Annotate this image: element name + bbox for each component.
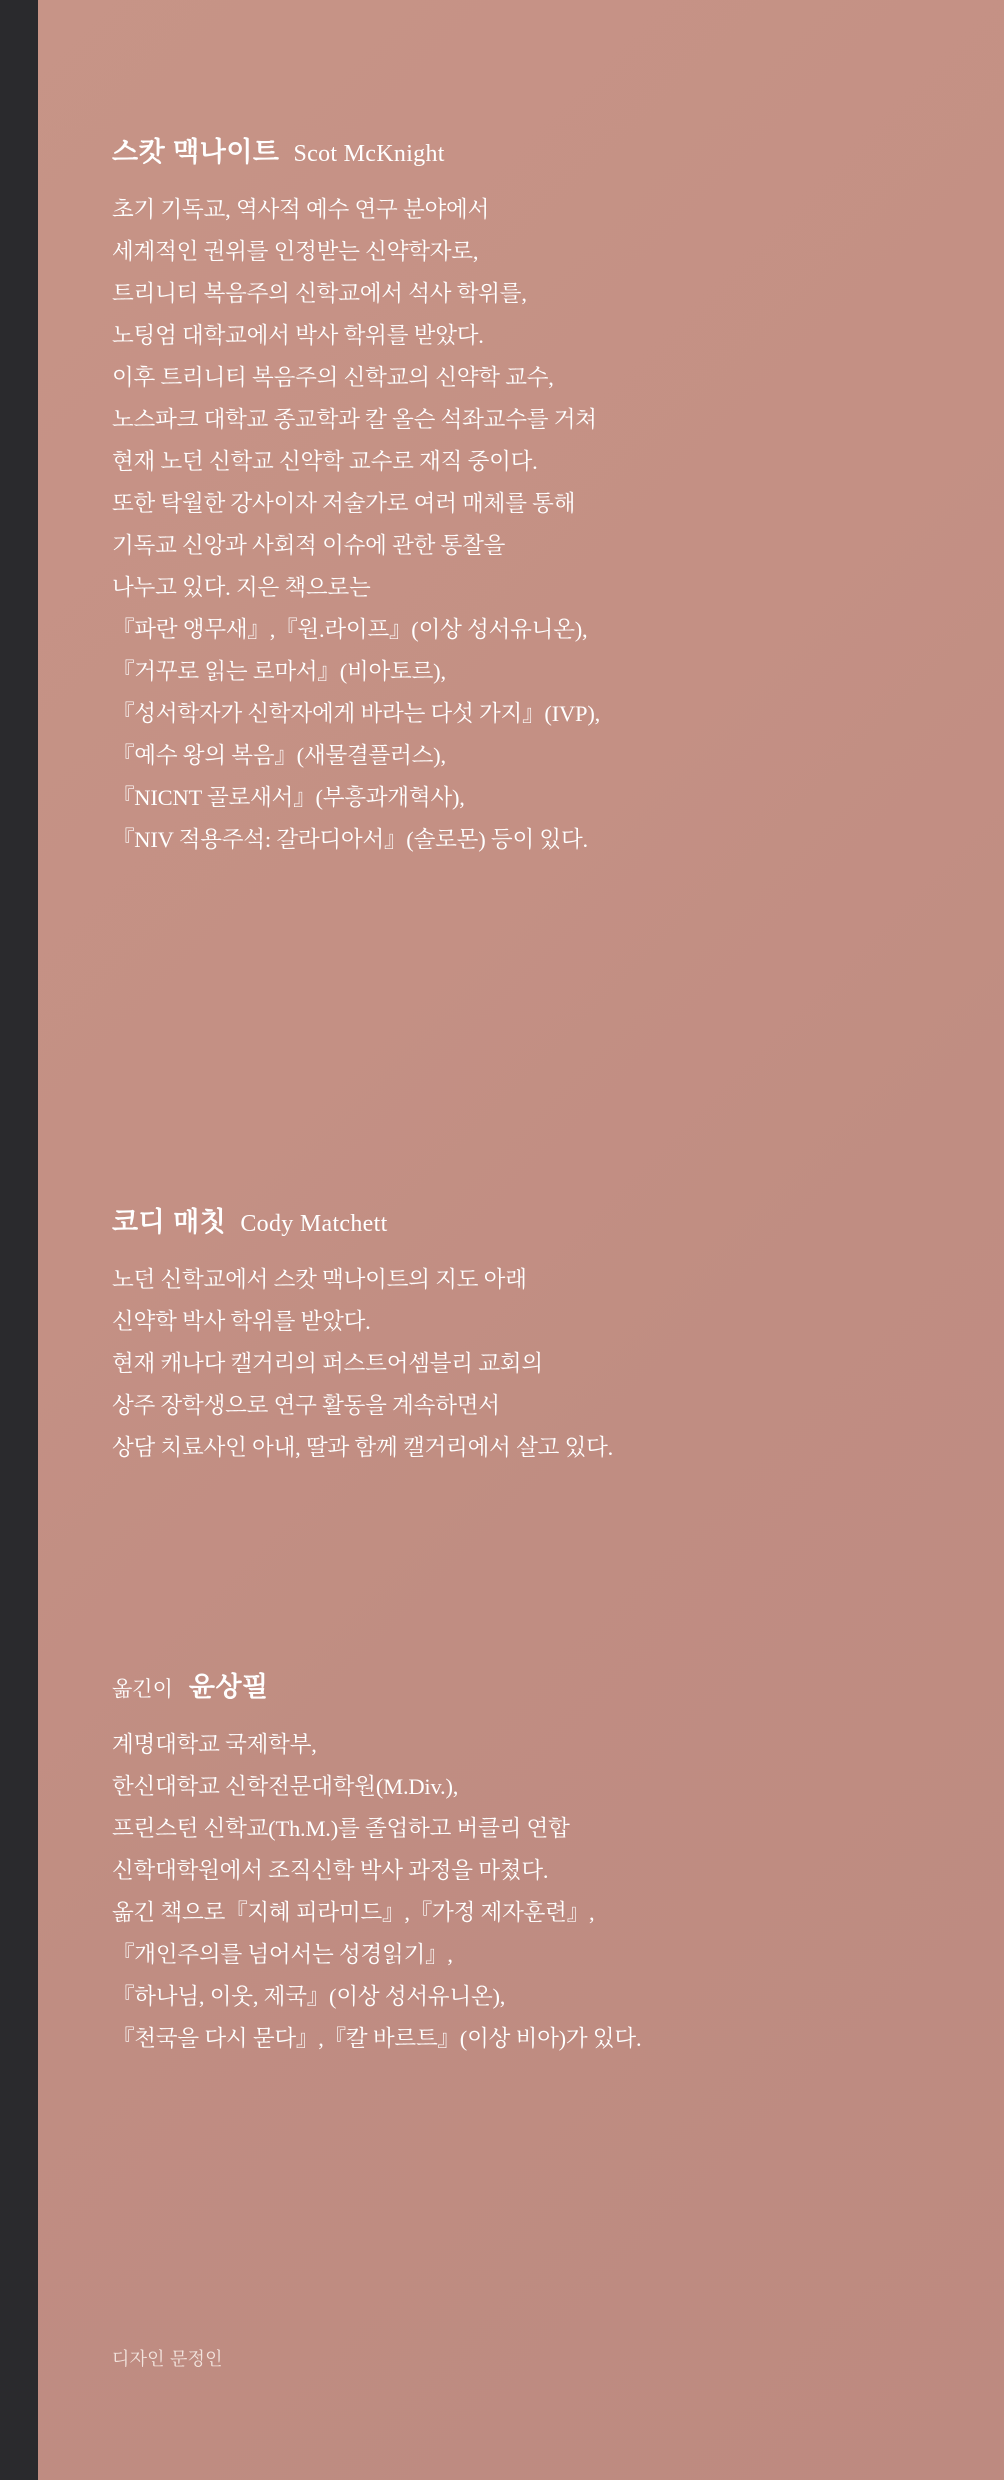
bio-line: 노던 신학교에서 스캇 맥나이트의 지도 아래 [112, 1267, 527, 1292]
translator-block [112, 1665, 641, 2062]
bio-line: 옮긴 책으로『지혜 피라미드』,『가정 제자훈련』, [112, 1900, 595, 1925]
bio-line: 『파란 앵무새』,『원.라이프』(이상 성서유니온), [112, 617, 588, 642]
bio-line: 『NICNT 골로새서』(부흥과개혁사), [112, 785, 465, 810]
bio-line: 현재 노던 신학교 신약학 교수로 재직 중이다. [112, 449, 538, 474]
bio-line: 상담 치료사인 아내, 딸과 함께 캘거리에서 살고 있다. [112, 1435, 614, 1460]
bio-line: 기독교 신앙과 사회적 이슈에 관한 통찰을 [112, 533, 506, 558]
cover-content [112, 0, 912, 2480]
translator-name-heading [112, 1665, 641, 1704]
bio-line: 노스파크 대학교 종교학과 칼 올슨 석좌교수를 거쳐 [112, 407, 597, 432]
translator-label: 옮긴이 [112, 1678, 173, 1701]
bio-line: 『NIV 적용주석: 갈라디아서』(솔로몬) 등이 있다. [112, 827, 588, 852]
author-name-heading-scot [112, 130, 600, 169]
bio-line: 상주 장학생으로 연구 활동을 계속하면서 [112, 1393, 500, 1418]
bio-line: 『예수 왕의 복음』(새물결플러스), [112, 743, 446, 768]
author-name-korean-cody: 코디 매칫 [112, 1207, 227, 1237]
bio-line: 노팅엄 대학교에서 박사 학위를 받았다. [112, 323, 484, 348]
translator-name: 윤상필 [188, 1672, 269, 1702]
author-block-scot-mcknight [112, 130, 600, 863]
bio-line: 계명대학교 국제학부, [112, 1732, 317, 1757]
author-block-cody-matchett [112, 1200, 613, 1471]
author-name-korean-scot: 스캇 맥나이트 [112, 137, 280, 167]
bio-line: 『거꾸로 읽는 로마서』(비아토르), [112, 659, 446, 684]
bio-line: 나누고 있다. 지은 책으로는 [112, 575, 371, 600]
bio-line: 『하나님, 이웃, 제국』(이상 성서유니온), [112, 1984, 506, 2009]
author-bio-scot [112, 191, 600, 859]
bio-line: 『성서학자가 신학자에게 바라는 다섯 가지』(IVP), [112, 701, 601, 726]
author-name-english-scot: Scot McKnight [293, 141, 445, 167]
translator-bio [112, 1726, 641, 2058]
designer-credit: 디자인 문정인 [112, 2349, 223, 2369]
bio-line: 세계적인 권위를 인정받는 신약학자로, [112, 239, 479, 264]
bio-line: 『개인주의를 넘어서는 성경읽기』, [112, 1942, 453, 1967]
bio-line: 한신대학교 신학전문대학원(M.Div.), [112, 1774, 459, 1799]
author-name-english-cody: Cody Matchett [240, 1211, 388, 1237]
bio-line: 현재 캐나다 캘거리의 퍼스트어셈블리 교회의 [112, 1351, 543, 1376]
designer-credit-block [112, 2345, 223, 2371]
book-spine [0, 0, 38, 2480]
author-name-heading-cody [112, 1200, 613, 1239]
bio-line: 신약학 박사 학위를 받았다. [112, 1309, 371, 1334]
bio-line: 초기 기독교, 역사적 예수 연구 분야에서 [112, 197, 490, 222]
bio-line: 『천국을 다시 묻다』,『칼 바르트』(이상 비아)가 있다. [112, 2026, 642, 2051]
bio-line: 신학대학원에서 조직신학 박사 과정을 마쳤다. [112, 1858, 549, 1883]
bio-line: 트리니티 복음주의 신학교에서 석사 학위를, [112, 281, 527, 306]
author-bio-cody [112, 1261, 613, 1467]
bio-line: 프린스턴 신학교(Th.M.)를 졸업하고 버클리 연합 [112, 1816, 570, 1841]
bio-line: 또한 탁월한 강사이자 저술가로 여러 매체를 통해 [112, 491, 576, 516]
bio-line: 이후 트리니티 복음주의 신학교의 신약학 교수, [112, 365, 554, 390]
